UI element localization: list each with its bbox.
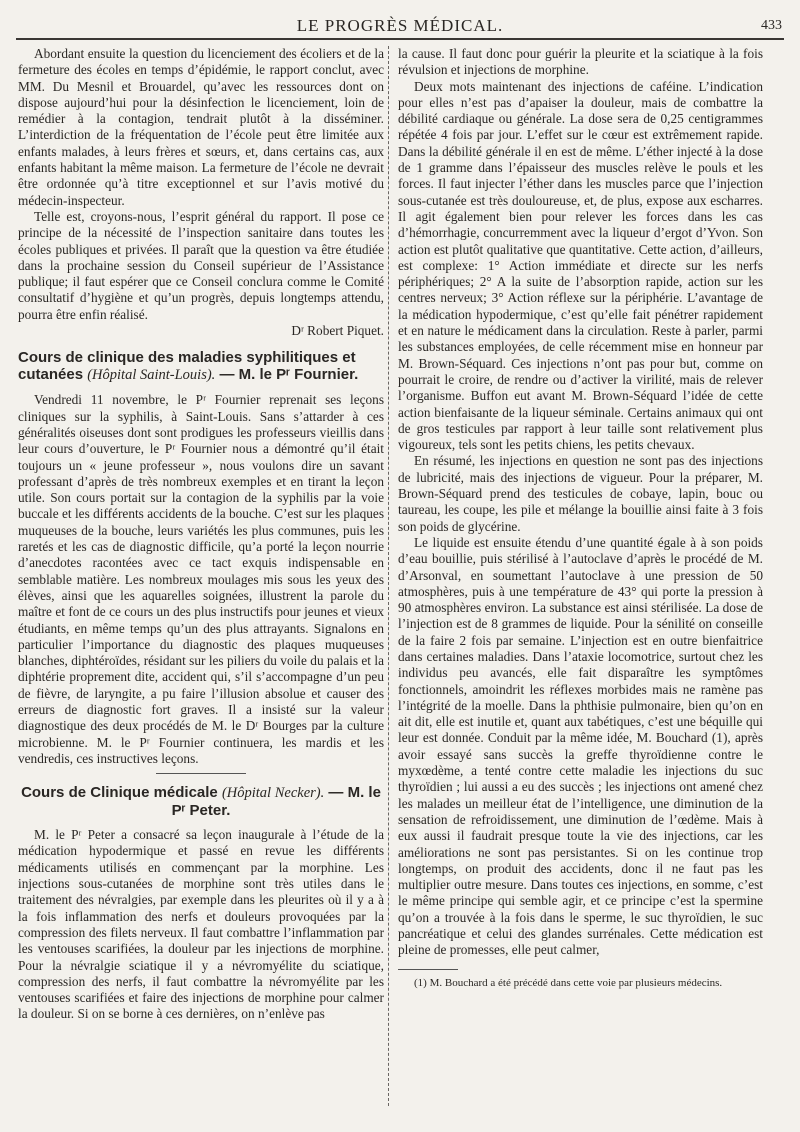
- heading-fournier-main: Cours de clinique des maladies syphilitiques et cutanées: [18, 349, 356, 384]
- column-divider: [388, 46, 389, 1106]
- heading-fournier-hospital: (Hôpital Saint-Louis).: [87, 367, 216, 384]
- section-separator: [156, 773, 246, 774]
- intro-paragraph-2: Telle est, croyons-nous, l’esprit général du rapport. Il pose ce principe de la nécessité de l’inspection sanitaire dans toutes les écoles publiques et privées. Il paraît que la question va être étudiée dans la prochaine session du Conseil supérieur de l’Assistance publique; il faut espérer que ce Conseil conclura comme le Comité consultatif d’hygiène et qu’un progrès, depuis longtemps attendu, pourra être enfin réalisé.: [18, 208, 384, 322]
- peter-body: M. le Pʳ Peter a consacré sa leçon inaugurale à l’étude de la médication hypodermique et passé en revue les différents médicaments utilisés en commençant par la morphine. Les injections sous-cutanées de morphine sont très utiles dans le traitement des névralgies, par exemple dans les pleurites où il y a à la fois inflammation des nerfs et douleurs provoquées par la compression des filets nerveux. Il faut combattre l’inflammation par les ventouses scarifiées, la douleur par les injections de morphine. Pour la névralgie sciatique il y a névromyélite du sciatique, compression des nerfs, il faut combattre la névromyélite par les ventouses scarifiées et faire des injections de morphine pour calmer la douleur. Si on se borne à ces dernières, on n’enlève pas: [18, 827, 384, 1022]
- right-paragraph-4: Le liquide est ensuite étendu d’une quantité égale à à son poids d’eau bouillie, puis stérilisé à l’autoclave d’après le procédé de M. d’Arsonval, en soumettant l’autoclave à une pression de 50 atmosphères, puis à une température de 43° qui porte la pression à 90 atmosphères environ. La substance est ainsi stérilisée. La dose de l’injection est de 8 grammes de liquide. Pour la sénilité on conseille de la faire 2 fois par semaine. L’injection est en outre bienfaitrice dans certaines maladies. Dans l’ataxie locomotrice, surtout chez les individus peu avancés, elle fait disparaître les symptômes fonctionnels, amoindrit les réflexes morbides mais ne ramène pas l’intégrité de la moelle. Dans la phthisie pulmonaire, bien qu’on en ait dit, elle est inutile et, quant aux tabétiques, c’est une béquille qui leur est donnée. Conduit par la même idée, M. Bouchard (1), après avoir essayé sans succès la greffe thyroïdienne contre le myxœdème, a tenté contre cette maladie les injections du suc thyroïdien ; lui aussi a eu des succès ; les injections ont amené chez les malades un meilleur état de l’intelligence, une diminution de la sensation de refroidissement, une diminution de l’œdème. Mais à eux aussi il faudrait presque toute la vie des injections, car les améliorations ne sont pas persistantes. Si on les continue trop longtemps, on produit des accidents, donc il ne faut pas les multiplier outre mesure. Dans toutes ces injections, en somme, c’est le même principe qui semble agir, et ce principe c’est la spermine qu’on a trouvée à la fois dans le sperme, le suc thyroïdien, le suc pancréatique et celui des glandes surrénales. Cette médication est pleine de promesses, elle peut calmer,: [398, 534, 763, 958]
- heading-peter-main: Cours de Clinique médicale: [21, 784, 218, 802]
- page-number: 433: [761, 18, 782, 33]
- right-paragraph-3: En résumé, les injections en question ne sont pas des injections de lubricité, mais des injections de vigueur. Pour la préparer, M. Brown-Séquard prend des testicules de cobaye, lapin, bouc ou taureau, les coupe, les pile et mélange la bouillie ainsi faite à 3 fois son poids de glycérine.: [398, 453, 763, 534]
- heading-peter-professor: — M. le Pʳ Peter.: [171, 784, 381, 820]
- running-header: [18, 16, 782, 38]
- heading-fournier-professor: — M. le Pʳ Fournier.: [219, 366, 359, 384]
- journal-title: LE PROGRÈS MÉDICAL.: [296, 16, 504, 35]
- intro-paragraph-1: Abordant ensuite la question du licenciement des écoliers et de la fermeture des écoles en temps d’épidémie, le rapport conclut, avec MM. Du Mesnil et Brouardel, qu’avec les ressources dont on dispose aujourd’hui pour la désinfection le licenciement, loin de remédier à la contagion, tendrait plutôt à la disséminer. L’interdiction de la fréquentation de l’école peut être limitée aux enfants malades, à leurs frères et sœurs, et, dans certains cas, aux enfants habitant la même maison. La fermeture de l’école ne devrait être ordonnée qu’à titre exceptionnel et sur l’avis motivé du médecin-inspecteur.: [18, 46, 384, 208]
- footnote-rule: [398, 969, 458, 970]
- section-heading-peter: [18, 784, 384, 819]
- right-paragraph-2: Deux mots maintenant des injections de caféine. L’indication pour elles n’est pas d’apaiser la douleur, mais de combattre la débilité cardiaque ou générale. La dose sera de 0,25 centigrammes répétée 4 fois par jour. L’effet sur le cœur est extrêmement rapide. Dans la débilité générale il en est de même. L’éther injecté à la dose de 1 gramme dans l’épaisseur des muscles relève le pouls et les forces. Il faut injecter l’éther dans les muscles parce que l’injection sous-cutanée est très douloureuse, et, de plus, expose aux escharres. Il agit également bien pour relever les forces dans les cas d’hémorrhagie, concurremment avec la liqueur d’ergot d’Yvon. Son action est plutôt qualitative que quantitative. Cette action, d’ailleurs, est complexe: 1° Action immédiate et directe sur les nerfs périphériques; 2° A la suite de l’absorption rapide, action sur les centres nerveux; 3° Action réflexe sur la périphérie. L’avantage de la médication hypodermique, c’est qu’elle fait pénétrer rapidement et en nature le médicament dans la circulation. Reste à parler, parmi les substances employées, de celle récemment mise en honneur par M. Brown-Séquard. Ces injections n’ont pas pour but, comme on pourrait le croire, de rendre ou d’activer la virilité, mais de relever l’organisme. Buffon eut avant M. Brown-Séquard l’idée de cette action bienfaisante de la liqueur séminale. Certains animaux qui ont de gros testicules par rapport à leur taille sont relativement plus vigoureux, tels sont les petits chiens, les petits chevaux.: [398, 78, 763, 453]
- header-rule: [16, 38, 784, 40]
- fournier-body: Vendredi 11 novembre, le Pʳ Fournier reprenait ses leçons cliniques sur la syphilis, à Saint-Louis. Sans s’attarder à ces généralités oiseuses dont sont prodigues les professeurs vieillis dans leur cours d’ouverture, le Pʳ Fournier nous a démontré qu’il était toujours un « jeune professeur », nous voulons dire un savant professant d’après de très nombreux exemples et en tirant la leçon utile. Son cours portait sur la contagion de la syphilis par la voie buccale et les différents accidents de la bouche. C’est sur les plaques muqueuses de la bouche, leurs variétés les plus communes, puis les raretés et les cas de diagnostic difficile, qu’a porté la leçon nourrie d’anecdotes racontées avec ce tact exquis indispensable en semblable matière. Les nombreux moulages mis sous les yeux des élèves, ainsi que les aquarelles soignées, illustrent la parole du maître et font de ce cours un des plus instructifs pour jeunes et vieux étudiants, en même temps qu’un des plus attrayants. Signalons en particulier l’importance du diagnostic des plaques muqueuses blanches, diphtéroïdes, résidant sur les piliers du voile du palais et la diphtérie proprement dite, accident qui, s’il s’accompagne d’un peu de fièvre, de laryngite, a pu faire l’illusion absolue et causer des erreurs de diagnostic fort graves. Il a insisté sur la valeur diagnostique des deux procédés de M. le Dʳ Bourges par la culture microbienne. M. le Pʳ Fournier continuera, les mardis et les vendredis, ces instructives leçons.: [18, 392, 384, 766]
- section-heading-fournier: [18, 349, 384, 384]
- right-column: [398, 46, 763, 990]
- right-paragraph-1: la cause. Il faut donc pour guérir la pleurite et la sciatique à la fois révulsion et injections de morphine.: [398, 46, 763, 78]
- footnote: (1) M. Bouchard a été précédé dans cette voie par plusieurs médecins.: [414, 976, 723, 989]
- left-column: [18, 46, 384, 1023]
- heading-peter-hospital: (Hôpital Necker).: [221, 785, 325, 802]
- signature: Dʳ Robert Piquet.: [291, 323, 384, 339]
